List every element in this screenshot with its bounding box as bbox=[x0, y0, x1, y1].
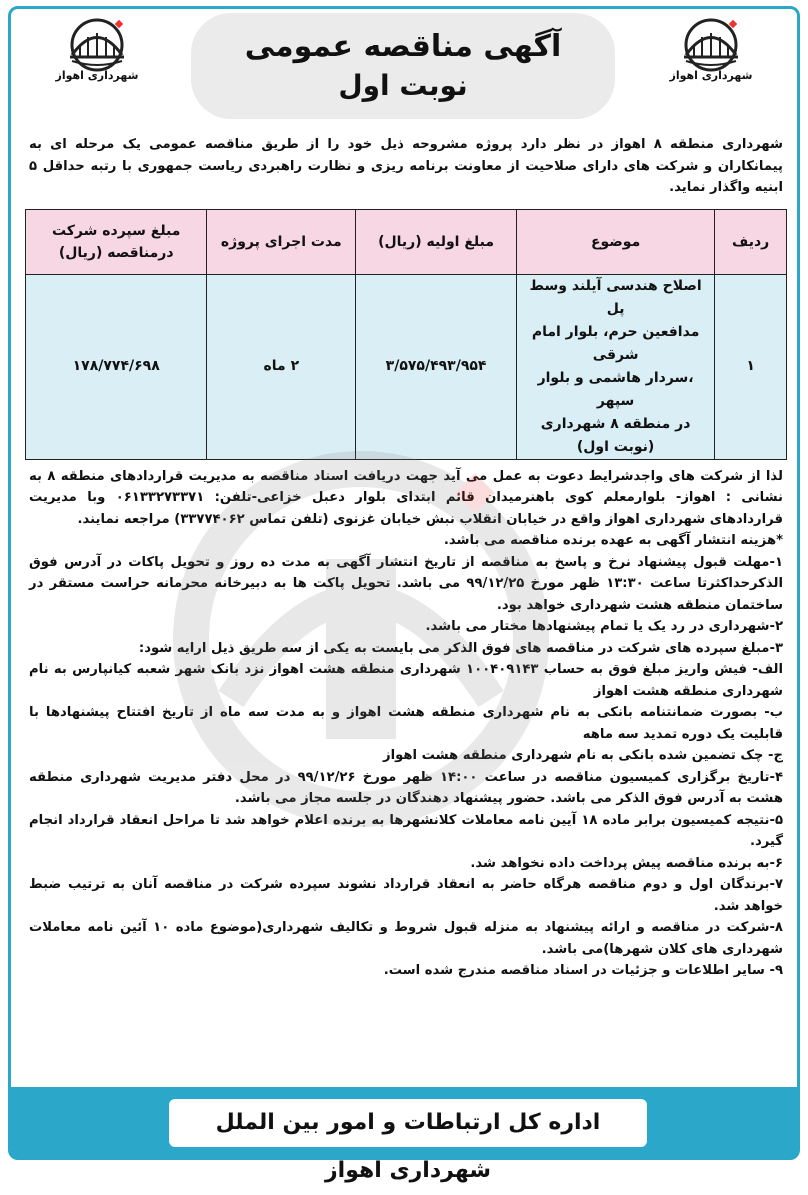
paragraph: ۸-شرکت در مناقصه و ارائه پیشنهاد به منزله قبول شروط و تکالیف شهرداری(موضوع ماده ۱۰ آئین نامه معاملات شهرداری های کلان شهرها)می باشد. bbox=[29, 920, 783, 957]
paragraph: ۳-مبلغ سپرده های شرکت در مناقصه های فوق الذکر می بایست به یکی از سه طریق ذیل ارایه شود: bbox=[138, 640, 783, 656]
cell-subject bbox=[516, 274, 714, 459]
cell-initial-amount: ۳/۵۷۵/۴۹۳/۹۵۴ bbox=[356, 274, 517, 459]
paragraph: ۴-تاریخ برگزاری کمیسیون مناقصه در ساعت ۱۴:۰۰ ظهر مورخ ۹۹/۱۲/۲۶ در محل دفتر مدیریت شهرداری منطقه هشت به آدرس فوق الذکر می باشد. حضور پیشنهاد دهندگان در جلسه مجاز می باشد. bbox=[29, 769, 783, 806]
municipality-logo-left bbox=[51, 15, 143, 107]
cell-duration: ۲ ماه bbox=[207, 274, 356, 459]
intro-paragraph: شهرداری منطقه ۸ اهواز در نظر دارد پروژه مشروحه ذیل خود را از طریق مناقصه عمومی یک مرحله ای به پیمانکاران و شرکت های دارای صلاحیت از معاونت برنامه ریزی و نظارت راهبردی ریاست جمهوری با رتبه حداقل ۵ ابنیه واگذار نماید. bbox=[29, 137, 783, 195]
bridge-emblem-icon bbox=[62, 15, 132, 71]
subject-line: در منطقه ۸ شهرداری (نوبت اول) bbox=[540, 415, 691, 455]
header-duration: مدت اجرای پروژه bbox=[207, 209, 356, 274]
page-subtitle: نوبت اول bbox=[338, 69, 468, 102]
paragraph: ۷-برندگان اول و دوم مناقصه هرگاه حاضر به انعقاد قرارداد نشوند سپرده شرکت در مناقصه آنان به ترتیب ضبط خواهد شد. bbox=[29, 877, 783, 914]
header-num: ردیف bbox=[715, 209, 787, 274]
paragraph: ۶-به برنده مناقصه پیش پرداخت داده نخواهد شد. bbox=[470, 855, 783, 871]
paragraph: ۵-نتیجه کمیسیون برابر ماده ۱۸ آیین نامه معاملات کلانشهرها به برنده اعلام خواهد شد تا مراحل انعقاد قرارداد انجام گیرد. bbox=[29, 812, 784, 849]
header-subject: موضوع bbox=[516, 209, 714, 274]
cell-num: ۱ bbox=[715, 274, 787, 459]
paragraph: ۹- سایر اطلاعات و جزئیات در اسناد مناقصه مندرج شده است. bbox=[383, 963, 783, 978]
page-title: آگهی مناقصه عمومی bbox=[244, 29, 562, 64]
footer-text: اداره کل ارتباطات و امور بین الملل شهرداری اهواز bbox=[169, 1099, 647, 1147]
table-row bbox=[26, 274, 787, 459]
tender-notice bbox=[8, 6, 800, 1183]
municipality-logo-right bbox=[665, 15, 757, 107]
cell-deposit: ۱۷۸/۷۷۴/۶۹۸ bbox=[26, 274, 207, 459]
header bbox=[11, 9, 797, 124]
paragraph: ب- بصورت ضمانتنامه بانکی به نام شهرداری منطقه هشت اهواز و به مدت سه ماه از تاریخ افتتاح پیشنهادها با قابلیت یک دوره تمدید سه ماهه bbox=[29, 705, 783, 742]
logo-caption: شهرداری اهواز bbox=[669, 69, 753, 82]
tender-table bbox=[25, 209, 787, 460]
header-deposit-line1: مبلغ سپرده شرکت bbox=[51, 222, 181, 239]
header-initial-amount: مبلغ اولیه (ریال) bbox=[356, 209, 517, 274]
table-header-row bbox=[26, 209, 787, 274]
bridge-emblem-icon bbox=[676, 15, 746, 71]
paragraph: ۲-شهرداری در رد یک یا تمام پیشنهادها مختار می باشد. bbox=[425, 619, 783, 634]
paragraph: ۱-مهلت قبول پیشنهاد نرخ و پاسخ به مناقصه از تاریخ انتشار آگهی به مدت ده روز و تحویل پاکات در آدرس فوق الذکرحداکثرتا ساعت ۱۳:۳۰ ظهر مورخ ۹۹/۱۲/۲۵ می باشد. تحویل پاکت ها به دبیرخانه محرمانه حراست مستقر در ساختمان منطقه هشت شهرداری خواهد بود. bbox=[29, 554, 783, 613]
subject-line: اصلاح هندسی آیلند وسط پل bbox=[529, 277, 702, 317]
subject-line: مدافعین حرم، بلوار امام شرقی bbox=[531, 323, 700, 363]
subject-line: ،سردار هاشمی و بلوار سپهر bbox=[537, 369, 694, 409]
paragraph: ج- چک تضمین شده بانکی به نام شهرداری منطقه هشت اهواز bbox=[383, 748, 783, 763]
logo-caption: شهرداری اهواز bbox=[55, 69, 139, 82]
paragraph: لذا از شرکت های واجدشرایط دعوت به عمل می آید جهت دریافت اسناد مناقصه به مدیریت قراردادهای منطقه ۸ به نشانی : اهواز- بلوارمعلم کوی باهنرمیدان قائم ابتدای بلوار دعبل خزاعی-تلفن: ۰۶۱۳۳۲۷۳۳۷۱ وبا مدیریت قراردادهای شهرداری اهواز واقع در خیابان انقلاب نبش خیابان غزنوی (تلفن تماس ۳۳۷۷۴۰۶۲) مراجعه نمایند. bbox=[29, 468, 783, 527]
header-deposit bbox=[26, 209, 207, 274]
paragraph: الف- فیش واریز مبلغ فوق به حساب ۱۰۰۴۰۹۱۴۳ شهرداری منطقه هشت اهواز نزد بانک شهر شعبه کیانپارس به نام شهرداری منطقه هشت اهواز bbox=[29, 662, 783, 699]
footer-bar bbox=[11, 1087, 797, 1183]
terms bbox=[11, 466, 797, 982]
header-deposit-line2: درمناقصه (ریال) bbox=[58, 244, 174, 261]
title-box bbox=[191, 13, 615, 119]
paragraph: *هزینه انتشار آگهی به عهده برنده مناقصه می باشد. bbox=[443, 533, 783, 548]
